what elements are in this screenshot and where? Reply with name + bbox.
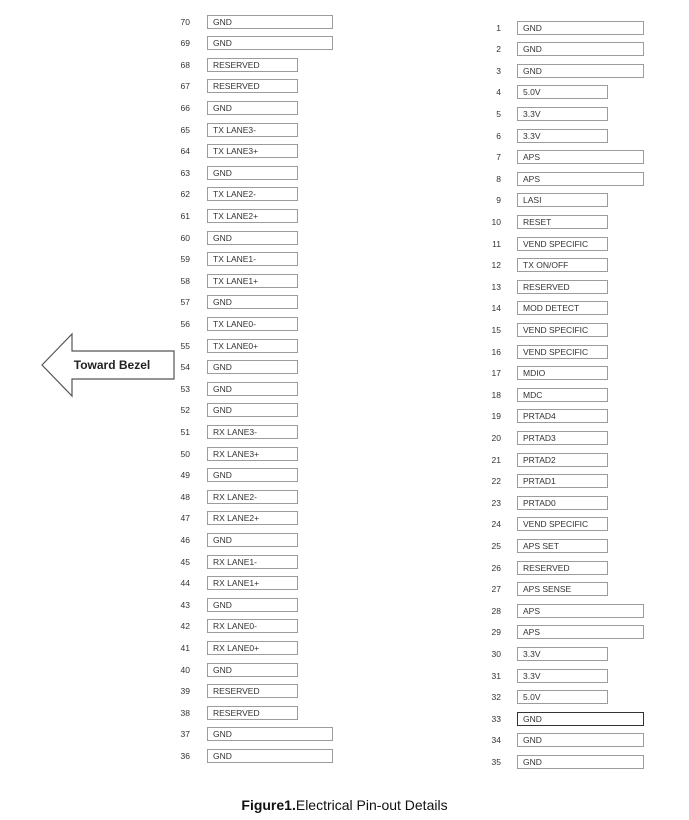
pin-number: 56 [180,318,190,329]
pin-label: VEND SPECIFIC [517,237,608,251]
pin-label: GND [517,733,644,747]
pin-number: 6 [496,130,501,141]
pin-label: MOD DETECT [517,301,608,315]
pin-number: 53 [180,383,190,394]
pin-number: 22 [491,476,501,487]
pin-number: 35 [491,756,501,767]
pin-number: 55 [180,340,190,351]
pin-label: GND [207,166,298,180]
pin-label: GND [207,231,298,245]
pin-label: RESERVED [207,79,298,93]
pin-number: 54 [180,362,190,373]
pin-label: GND [207,360,298,374]
pin-label: VEND SPECIFIC [517,345,608,359]
pin-number: 49 [180,470,190,481]
pin-number: 3 [496,65,501,76]
pin-label: RX LANE1- [207,555,298,569]
pin-number: 52 [180,405,190,416]
pin-label: APS SENSE [517,582,608,596]
pin-label: MDC [517,388,608,402]
pin-label: GND [207,295,298,309]
pin-number: 58 [180,275,190,286]
pin-number: 16 [491,346,501,357]
pin-number: 44 [180,578,190,589]
pin-number: 30 [491,648,501,659]
pin-label: 3.3V [517,647,608,661]
pin-number: 47 [180,513,190,524]
pin-number: 63 [180,167,190,178]
pin-label: 5.0V [517,85,608,99]
pin-number: 20 [491,432,501,443]
pin-number: 19 [491,411,501,422]
pin-label: RX LANE3+ [207,447,298,461]
pin-number: 11 [492,238,501,249]
pin-number: 32 [491,692,501,703]
caption-text: Electrical Pin-out Details [295,797,448,813]
figure-caption [0,797,689,813]
pin-number: 40 [180,664,190,675]
pin-label: GND [207,663,298,677]
pin-number: 51 [180,426,190,437]
pin-label: TX LANE3- [207,123,298,137]
pin-label: GND [207,468,298,482]
pin-label: GND [207,533,298,547]
pin-number: 59 [180,254,190,265]
pin-number: 45 [180,556,190,567]
pin-number: 37 [180,729,190,740]
pin-number: 60 [180,232,190,243]
pin-number: 9 [496,195,501,206]
pin-label: GND [517,21,644,35]
pin-label: RX LANE0+ [207,641,298,655]
pin-label: RX LANE2- [207,490,298,504]
pin-label: 3.3V [517,107,608,121]
pin-number: 18 [491,389,501,400]
pin-label: RX LANE3- [207,425,298,439]
pin-number: 41 [180,642,190,653]
pin-number: 68 [180,59,190,70]
pin-label: RESERVED [207,684,298,698]
pin-number: 12 [491,260,501,271]
pin-number: 65 [180,124,190,135]
pin-label: VEND SPECIFIC [517,517,608,531]
pin-label: RX LANE1+ [207,576,298,590]
pin-number: 4 [496,87,501,98]
pin-label: PRTAD4 [517,409,608,423]
arrow-label: Toward Bezel [73,358,151,372]
pin-label: 3.3V [517,129,608,143]
pin-number: 25 [491,540,501,551]
pin-number: 17 [491,368,501,379]
pin-label: GND [517,42,644,56]
pin-number: 23 [491,497,501,508]
pin-label: TX LANE2+ [207,209,298,223]
pin-label: 5.0V [517,690,608,704]
pin-number: 33 [491,713,501,724]
pin-number: 24 [491,519,501,530]
pin-number: 67 [180,81,190,92]
toward-bezel-arrow [40,332,180,398]
pin-label: APS [517,604,644,618]
pin-label: GND [207,727,333,741]
pin-label: 3.3V [517,669,608,683]
pin-number: 14 [491,303,501,314]
pin-label: GND [517,755,644,769]
pin-number: 66 [180,102,190,113]
pin-number: 64 [180,146,190,157]
pin-number: 2 [496,44,501,55]
pin-label: RESERVED [517,561,608,575]
pin-label: APS [517,150,644,164]
pin-label: TX LANE1- [207,252,298,266]
pin-number: 36 [180,750,190,761]
pin-number: 27 [491,584,501,595]
pin-label: TX LANE0- [207,317,298,331]
pin-number: 34 [491,735,501,746]
pin-label: RESET [517,215,608,229]
pin-label: PRTAD3 [517,431,608,445]
pin-number: 61 [180,210,190,221]
pin-number: 43 [180,599,190,610]
pin-label: TX LANE0+ [207,339,298,353]
pin-label: VEND SPECIFIC [517,323,608,337]
pin-label: GND [517,712,644,726]
pin-number: 1 [496,22,501,33]
pin-number: 70 [180,16,190,27]
pin-number: 10 [491,216,501,227]
pin-label: APS SET [517,539,608,553]
pin-label: PRTAD2 [517,453,608,467]
pin-number: 39 [180,686,190,697]
pin-label: TX ON/OFF [517,258,608,272]
pin-label: RX LANE0- [207,619,298,633]
pin-label: GND [207,36,333,50]
pin-number: 69 [180,38,190,49]
pin-label: TX LANE3+ [207,144,298,158]
pin-label: RESERVED [207,706,298,720]
pin-number: 21 [491,454,501,465]
pin-number: 38 [180,707,190,718]
pin-label: RESERVED [207,58,298,72]
pin-number: 28 [491,605,501,616]
pin-number: 26 [491,562,501,573]
pin-label: GND [207,749,333,763]
pin-number: 62 [180,189,190,200]
pin-number: 15 [491,324,501,335]
pin-label: GND [207,15,333,29]
caption-prefix: Figure1. [241,797,296,813]
pin-label: TX LANE2- [207,187,298,201]
pin-label: LASI [517,193,608,207]
pin-label: TX LANE1+ [207,274,298,288]
pin-label: RX LANE2+ [207,511,298,525]
pin-label: GND [207,101,298,115]
pin-label: RESERVED [517,280,608,294]
pin-number: 46 [180,534,190,545]
pin-label: GND [207,403,298,417]
pin-number: 8 [496,173,501,184]
pin-label: PRTAD1 [517,474,608,488]
pin-number: 50 [180,448,190,459]
pin-number: 57 [180,297,190,308]
pin-label: GND [207,382,298,396]
pin-label: PRTAD0 [517,496,608,510]
pin-label: GND [517,64,644,78]
pin-number: 7 [496,152,501,163]
pin-number: 48 [180,491,190,502]
pin-number: 13 [491,281,501,292]
pin-label: APS [517,625,644,639]
pin-number: 5 [496,108,501,119]
pin-label: APS [517,172,644,186]
pin-number: 29 [491,627,501,638]
pin-number: 31 [491,670,501,681]
pin-label: MDIO [517,366,608,380]
pin-label: GND [207,598,298,612]
pin-number: 42 [180,621,190,632]
